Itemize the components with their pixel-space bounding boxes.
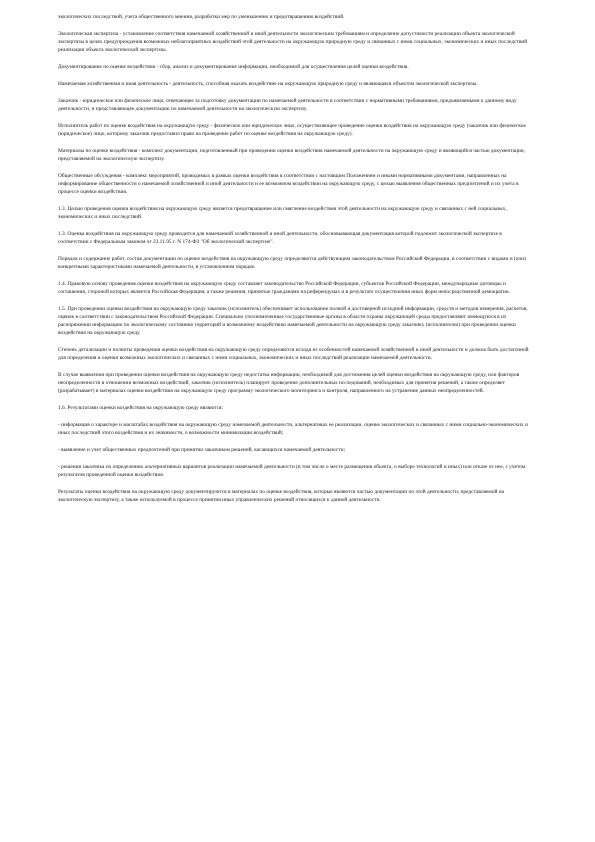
paragraph-procedure: Порядок и содержание работ, состав документации по оценке воздействия на окружающую среду определяются действующим законодательством Российской Федерации, в соответствии с видами и (или) конкретными характеристиками намечаемой деятельности, в установленном порядке. [58,256,526,270]
paragraph-section-1-3-goal: 1.3. Целью проведения оценки воздействия на окружающую среду является предотвращение или смягчение воздействия этой деятельности на окружающую среду и связанных с ней социальных, экономических и иных последствий. [58,206,507,220]
paragraph-section-1-3-scope: 1.3. Оценка воздействия на окружающую среду проводится для намечаемой хозяйственной и иной деятельности, обосновывающая документация которой подлежит экологической экспертизе в соответствии с Федеральным законом от 23.11.95 г. N 174-ФЗ "Об экологической экспертизе". [58,231,502,245]
paragraph-section-1-5: 1.5. При проведении оценки воздействия на окружающую среду заказчик (исполнитель) обеспечивает использование полной и достоверной исходной информации, средств и методов измерения, расчетов, оценок в соответствии с законодательством Российской Федерации. Специально уполномоченные государственные органы в области охраны окружающей среды предоставляют имеющуюся в их распоряжении информацию по экологическому состоянию территорий и возможному воздействию намечаемой деятельности на окружающую среду заказчику (исполнителю) при проведении оценки воздействия на окружающую среду. [58,306,528,336]
list-item-information: - информация о характере и масштабах воздействия на окружающую среду намечаемой деятельности, альтернативах ее реализации, оценке экологических и связанных с ними социально-экономических и иных последствий этого воздействия и их значимости, о возможности минимизации воздействий; [58,421,528,436]
paragraph-documentation: Документирование по оценке воздействия - сбор, анализ и документирование информации, необходимой для осуществления целей оценки воздействия. [58,64,409,70]
paragraph-materials: Материалы по оценке воздействия - комплект документации, подготовленный при проведении оценки воздействия намечаемой деятельности на окружающую среду и являющийся частью документации, представляемой на экологическую экспертизу. [58,148,526,163]
document-page [58,14,530,514]
list-item-customer-decisions: - решения заказчика по определению альтернативных вариантов реализации намечаемой деятельности (в том числе о месте размещения объекта, о выборе технологий и иных) или отказе от нее, с учетом результатов проведенной оценки воздействия. [58,464,526,478]
paragraph-detail-level: Степень детализации и полноты проведения оценки воздействия на окружающую среду определяются исходя из особенностей намечаемой хозяйственной и иной деятельности и должна быть достаточной для определения и оценки возможных экологических и связанных с ними социальных, экономических и иных последствий реализации намечаемой деятельности. [58,346,529,361]
paragraph-eco-expertise: Экологическая экспертиза - установление соответствия намечаемой хозяйственной и иной деятельности экологическим требованиям и определение допустимости реализации объекта экологической экспертизы в целях предупреждения возможных неблагоприятных воздействий этой деятельности на окружающую природную среду и связанных с ними социальных, экономических и иных последствий реализации объекта экологической экспертизы. [58,31,528,53]
paragraph-results: Результаты оценки воздействия на окружающую среду документируются в материалах по оценке воздействия, которые являются частью документации по этой деятельности, представляемой на экологическую экспертизу, а также используемой в процессе принятия иных управленческих решений относящихся к данной деятельности. [58,489,505,503]
list-item-public-preferences: - выявление и учет общественных предпочтений при принятии заказчиком решений, касающихся намечаемой деятельности; [58,446,345,453]
paragraph-planned-activity: Намечаемая хозяйственная и иная деятельность - деятельность, способная оказать воздействие на окружающую природную среду и являющаяся объектом экологической экспертизы. [58,81,478,88]
paragraph-public-discussion: Общественные обсуждения - комплекс мероприятий, проводимых в рамках оценки воздействия в соответствии с настоящим Положением и иными нормативными документами, направленных на информирование общественности о намечаемой хозяйственной и иной деятельности и ее возможном воздействии на окружающую среду, с целью выявления общественных предпочтений и их учета в процессе оценки воздействия. [58,173,519,195]
paragraph-section-1-4: 1.4. Правовую основу проведения оценки воздействия на окружающую среду составляет законодательство Российской Федерации, субъектов Российской Федерации, международные договоры и соглашения, стороной которых является Российская Федерация, а также решения, принятые гражданами на референдумах и в результате осуществления иных форм непосредственной демократии. [58,281,511,295]
paragraph-contractor: Исполнитель работ по оценке воздействия на окружающую среду - физическое или юридическое лицо, осуществляющее проведение оценки воздействия на окружающую среду (заказчик или физическое (юридическое) лицо, которому заказчик предоставил право на проведение работ по оценке воздействия на окружающую среду). [58,123,526,138]
paragraph-information-gap: В случае выявления при проведении оценки воздействия на окружающую среду недостатка информации, необходимой для достижения целей оценки воздействия на окружающую среду, или факторов неопределенности в отношении возможных воздействий, заказчик (исполнитель) планирует проведение дополнительных исследований, необходимых для принятия решений, а также определяет (разрабатывает) в материалах оценки воздействия на окружающую среду программу экологического мониторинга и контроля, направленного на устранение данных неопределенностей. [58,371,520,394]
paragraph-continuation: экологических последствий, учета общественного мнения, разработки мер по уменьшению и предотвращению воздействий. [58,14,345,20]
paragraph-customer: Заказчик - юридическое или физическое лицо, отвечающее за подготовку документации по намечаемой деятельности в соответствии с нормативными требованиями, предъявляемыми к данному виду деятельности, и представляющее документацию по намечаемой деятельности на экологическую экспертизу. [58,98,517,113]
paragraph-section-1-6: 1.6. Результатами оценки воздействия на окружающую среду являются: [58,404,223,411]
